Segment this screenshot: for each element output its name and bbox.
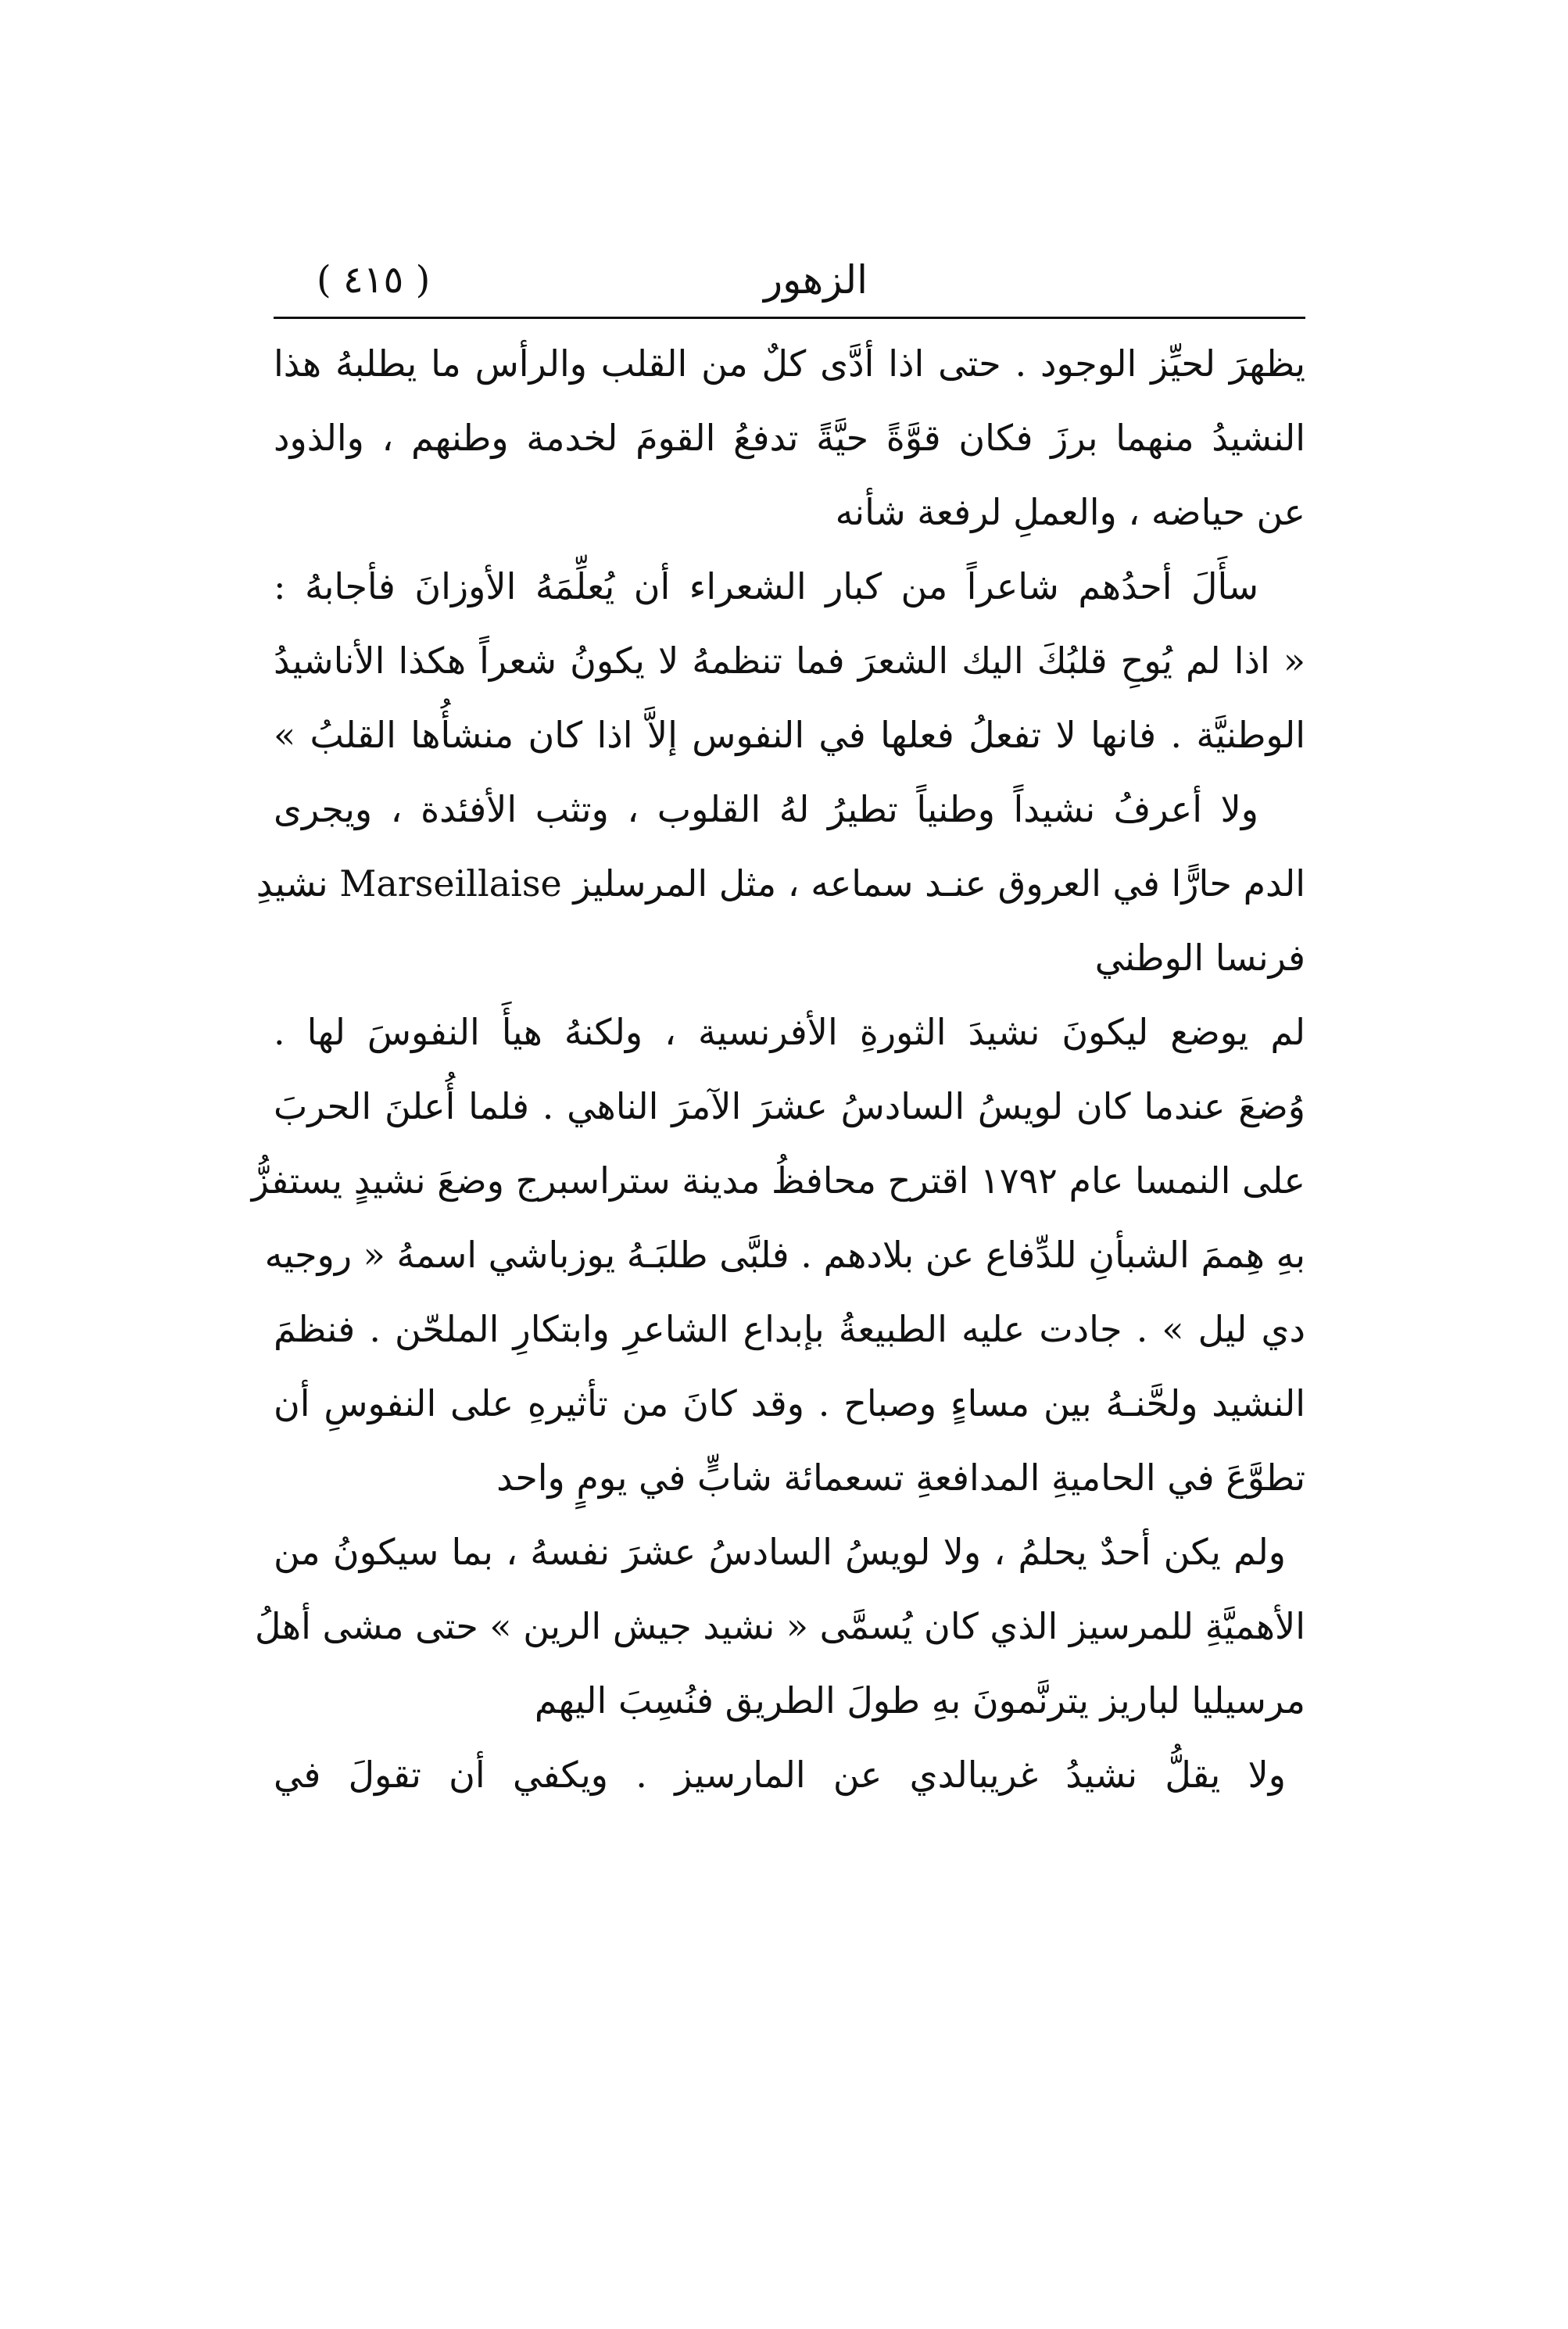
text-line: سأَلَ أحدُهم شاعراً من كبار الشعراء أن يُعلِّمَهُ الأوزانَ فأجابهُ : (274, 565, 1258, 607)
text-line: « اذا لم يُوحِ قلبُكَ اليك الشعرَ فما تنظمهُ لا يكونُ شعراً هكذا الأناشيدُ (274, 640, 1305, 682)
text-line: بهِ هِممَ الشبأنِ للدِّفاع عن بلادهم . فلبَّى طلبَـهُ يوزباشي اسمهُ « روجيه (264, 1234, 1305, 1276)
text-line: النشيد ولحَّنـهُ بين مساءٍ وصباح . وقد كانَ من تأثيرهِ على النفوسِ أن (274, 1382, 1305, 1424)
body-text (251, 328, 1305, 1814)
text-line: تطوَّعَ في الحاميةِ المدافعةِ تسعمائة شابٍّ في يومٍ واحد (496, 1457, 1305, 1499)
text-line: فرنسا الوطني (1094, 937, 1305, 979)
text-line: لم يوضع ليكونَ نشيدَ الثورةِ الأفرنسية ، ولكنهُ هيأَ النفوسَ لها . (274, 1011, 1305, 1053)
text-line: الدم حارًّا في العروق عنـد سماعه ، مثل المرسليز Marseillaise نشيدِ (256, 862, 1305, 905)
header-divider (274, 317, 1305, 319)
text-line: على النمسا عام ١٧٩٢ اقترح محافظُ مدينة ستراسبرج وضعَ نشيدٍ يستفزُّ (251, 1159, 1305, 1202)
text-line: وُضعَ عندما كان لويسُ السادسُ عشرَ الآمرَ الناهي . فلما أُعلنَ الحربَ (274, 1085, 1305, 1127)
text-line: الأهميَّةِ للمرسيز الذي كان يُسمَّى « نشيد جيش الرين » حتى مشى أهلُ (255, 1605, 1305, 1647)
text-line: الوطنيَّة . فانها لا تفعلُ فعلها في النفوس إلاَّ اذا كان منشأُها القلبُ » (274, 714, 1305, 756)
text-line: ولا يقلُّ نشيدُ غريبالدي عن المارسيز . ويكفي أن تقولَ في (274, 1754, 1286, 1796)
text-line: يظهرَ لحيِّز الوجود . حتى اذا أدَّى كلٌ من القلب والرأس ما يطلبهُ هذا (274, 342, 1305, 385)
text-line: عن حياضه ، والعملِ لرفعة شأنه (835, 491, 1305, 533)
text-line: النشيدُ منهما برزَ فكان قوَّةً حيَّةً تدفعُ القومَ لخدمة وطنهم ، والذود (274, 417, 1305, 459)
text-line: ولم يكن أحدٌ يحلمُ ، ولا لويسُ السادسُ عشرَ نفسهُ ، بما سيكونُ من (274, 1531, 1286, 1573)
page-header (274, 249, 1305, 311)
text-line: مرسيليا لباريز يترنَّمونَ بهِ طولَ الطريق فنُسِبَ اليهم (534, 1679, 1305, 1722)
text-line: ولا أعرفُ نشيداً وطنياً تطيرُ لهُ القلوب ، وتثب الأفئدة ، ويجرى (274, 788, 1258, 830)
page-number: ( ٤١٥ ) (317, 258, 431, 302)
running-title: الزهور (763, 257, 868, 303)
text-line: دي ليل » . جادت عليه الطبيعةُ بإبداع الشاعرِ وابتكارِ الملحّن . فنظمَ (274, 1308, 1305, 1350)
